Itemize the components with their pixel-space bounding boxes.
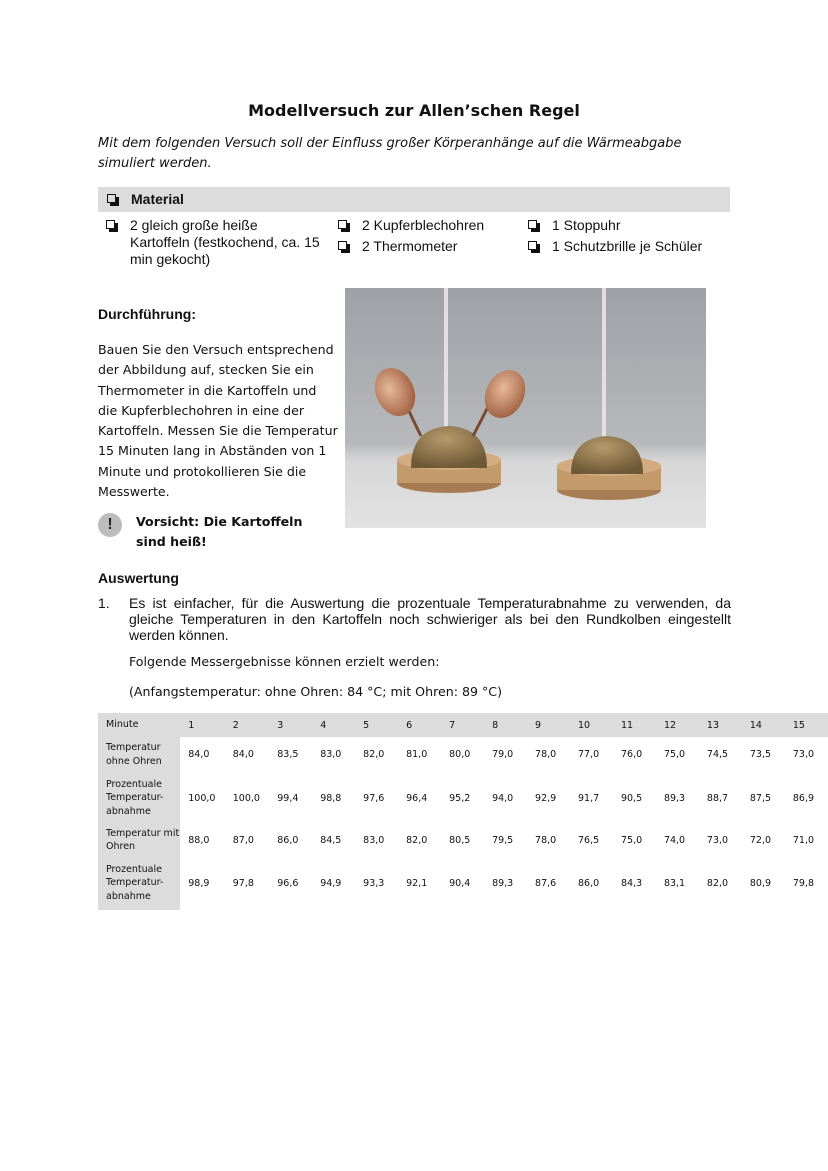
intro-text: Mit dem folgenden Versuch soll der Einfluss großer Körperanhänge auf die Wärmeabgabe simuliert werden. — [98, 136, 682, 171]
minute-cell: 7 — [441, 713, 484, 737]
row-label: Temperatur mit Ohren — [98, 824, 180, 856]
minute-cell: 15 — [785, 713, 828, 737]
value-cell: 87,5 — [749, 792, 772, 804]
row-label: Prozentuale Temperatur-abnahme — [98, 856, 180, 910]
value-cell: 87,6 — [535, 877, 557, 889]
value-cell: 84,5 — [320, 834, 342, 846]
value-cell: 96,4 — [406, 792, 428, 804]
value-cell: 83,0 — [320, 749, 342, 760]
value-cell: 96,6 — [277, 877, 299, 889]
value-cell: 75,0 — [663, 749, 686, 760]
material-item-label: 2 Kupferblechohren — [362, 217, 485, 233]
value-cell: 74,0 — [663, 834, 686, 846]
evaluation-heading: Auswertung — [98, 570, 179, 586]
value-cell: 75,0 — [620, 834, 643, 846]
table-row — [98, 772, 828, 824]
row-label: Temperatur ohne Ohren — [98, 737, 180, 772]
checkbox-icon — [338, 241, 347, 250]
minute-cell: 12 — [656, 713, 699, 737]
value-cell: 77,0 — [578, 749, 600, 760]
checkbox-icon — [528, 241, 537, 250]
warning-text: Vorsicht: Die Kartoffeln sind heiß! — [136, 514, 303, 549]
value-cell: 84,3 — [620, 877, 643, 889]
value-cell: 80,0 — [449, 749, 471, 760]
value-cell: 94,0 — [492, 792, 514, 804]
value-cell: 71,0 — [792, 834, 815, 846]
value-cell: 94,9 — [320, 877, 342, 889]
value-cell: 83,0 — [363, 834, 385, 846]
value-cell: 88,0 — [188, 834, 210, 846]
procedure-text: Bauen Sie den Versuch entsprechend der Abbildung auf, stecken Sie ein Thermometer in die Kartoffeln und die Kupferblechohren in eine der Kartoffeln. Messen Sie die Temperatur 15 Minuten lang in Abständen von 1 Minute und protokollieren Sie die Messwerte. — [98, 342, 338, 500]
value-cell: 78,0 — [535, 834, 557, 846]
value-cell: 76,0 — [620, 749, 643, 760]
table-header-row — [98, 713, 828, 737]
value-cell: 78,0 — [535, 749, 557, 760]
start-temperature: (Anfangstemperatur: ohne Ohren: 84 °C; mit Ohren: 89 °C) — [129, 684, 502, 699]
material-heading: Material — [131, 191, 184, 207]
value-cell: 98,9 — [188, 877, 210, 889]
table-header-label: Minute — [98, 713, 180, 737]
checkbox-icon — [528, 220, 537, 229]
value-cell: 86,0 — [578, 877, 600, 889]
minute-cell: 5 — [355, 713, 398, 737]
value-cell: 84,0 — [188, 749, 210, 760]
value-cell: 100,0 — [188, 792, 216, 804]
value-cell: 82,0 — [406, 834, 428, 846]
value-cell: 83,1 — [663, 877, 686, 889]
value-cell: 100,0 — [232, 792, 260, 804]
value-cell: 82,0 — [706, 877, 729, 889]
value-cell: 73,0 — [792, 749, 815, 760]
minute-cell: 11 — [613, 713, 656, 737]
value-cell: 72,0 — [749, 834, 772, 846]
material-item-label: 2 gleich große heiße Kartoffeln (festkochend, ca. 15 min gekocht) — [130, 217, 320, 267]
task-text: Es ist einfacher, für die Auswertung die prozentuale Temperaturabnahme zu verwenden, da gleiche Temperaturen in den Kartoffeln noch schwieriger als bei den Rundkolben eingestellt werden können. — [129, 595, 731, 643]
minute-cell: 10 — [570, 713, 613, 737]
minute-cell: 2 — [225, 713, 270, 737]
value-cell: 99,4 — [277, 792, 299, 804]
minute-cell: 9 — [527, 713, 570, 737]
experiment-photo — [345, 288, 706, 528]
value-cell: 86,0 — [277, 834, 299, 846]
minute-cell: 6 — [398, 713, 441, 737]
material-item-label: 1 Schutzbrille je Schüler — [552, 238, 703, 254]
value-cell: 74,5 — [706, 749, 729, 760]
material-item-label: 1 Stoppuhr — [552, 217, 621, 233]
minute-cell: 14 — [742, 713, 785, 737]
value-cell: 92,1 — [406, 877, 428, 889]
value-cell: 83,5 — [277, 749, 299, 760]
checkbox-icon — [338, 220, 347, 229]
value-cell: 76,5 — [578, 834, 600, 846]
checkbox-icon — [106, 220, 115, 229]
exclamation-icon: ! — [98, 513, 122, 537]
value-cell: 79,0 — [492, 749, 514, 760]
material-header — [98, 187, 730, 212]
value-cell: 84,0 — [232, 749, 254, 760]
minute-cell: 4 — [312, 713, 355, 737]
results-intro: Folgende Messergebnisse können erzielt werden: — [129, 654, 440, 669]
value-cell: 88,7 — [706, 792, 729, 804]
value-cell: 90,4 — [449, 877, 471, 889]
minute-cell: 13 — [699, 713, 742, 737]
value-cell: 87,0 — [232, 834, 254, 846]
value-cell: 73,0 — [706, 834, 729, 846]
table-row — [98, 737, 828, 772]
value-cell: 89,3 — [492, 877, 514, 889]
value-cell: 82,0 — [363, 749, 385, 760]
minute-cell: 1 — [180, 713, 225, 737]
value-cell: 81,0 — [406, 749, 428, 760]
value-cell: 79,5 — [492, 834, 514, 846]
table-row — [98, 824, 828, 856]
value-cell: 86,9 — [792, 792, 815, 804]
value-cell: 73,5 — [749, 749, 772, 760]
value-cell: 80,5 — [449, 834, 471, 846]
task-number: 1. — [98, 595, 110, 611]
row-label: Prozentuale Temperatur-abnahme — [98, 772, 180, 824]
procedure-heading: Durchführung: — [98, 306, 196, 322]
results-table — [98, 713, 828, 910]
table-row — [98, 856, 828, 910]
value-cell: 80,9 — [749, 877, 772, 889]
value-cell: 92,9 — [535, 792, 557, 804]
material-item-label: 2 Thermometer — [362, 238, 458, 254]
value-cell: 91,7 — [578, 792, 600, 804]
value-cell: 95,2 — [449, 792, 471, 804]
value-cell: 79,8 — [792, 877, 815, 889]
value-cell: 97,8 — [232, 877, 254, 889]
checkbox-icon — [107, 194, 116, 203]
minute-cell: 3 — [269, 713, 312, 737]
page-title: Modellversuch zur Allen’schen Regel — [248, 101, 580, 120]
value-cell: 89,3 — [663, 792, 686, 804]
value-cell: 98,8 — [320, 792, 342, 804]
value-cell: 93,3 — [363, 877, 385, 889]
minute-cell: 8 — [484, 713, 527, 737]
value-cell: 90,5 — [620, 792, 643, 804]
value-cell: 97,6 — [363, 792, 385, 804]
